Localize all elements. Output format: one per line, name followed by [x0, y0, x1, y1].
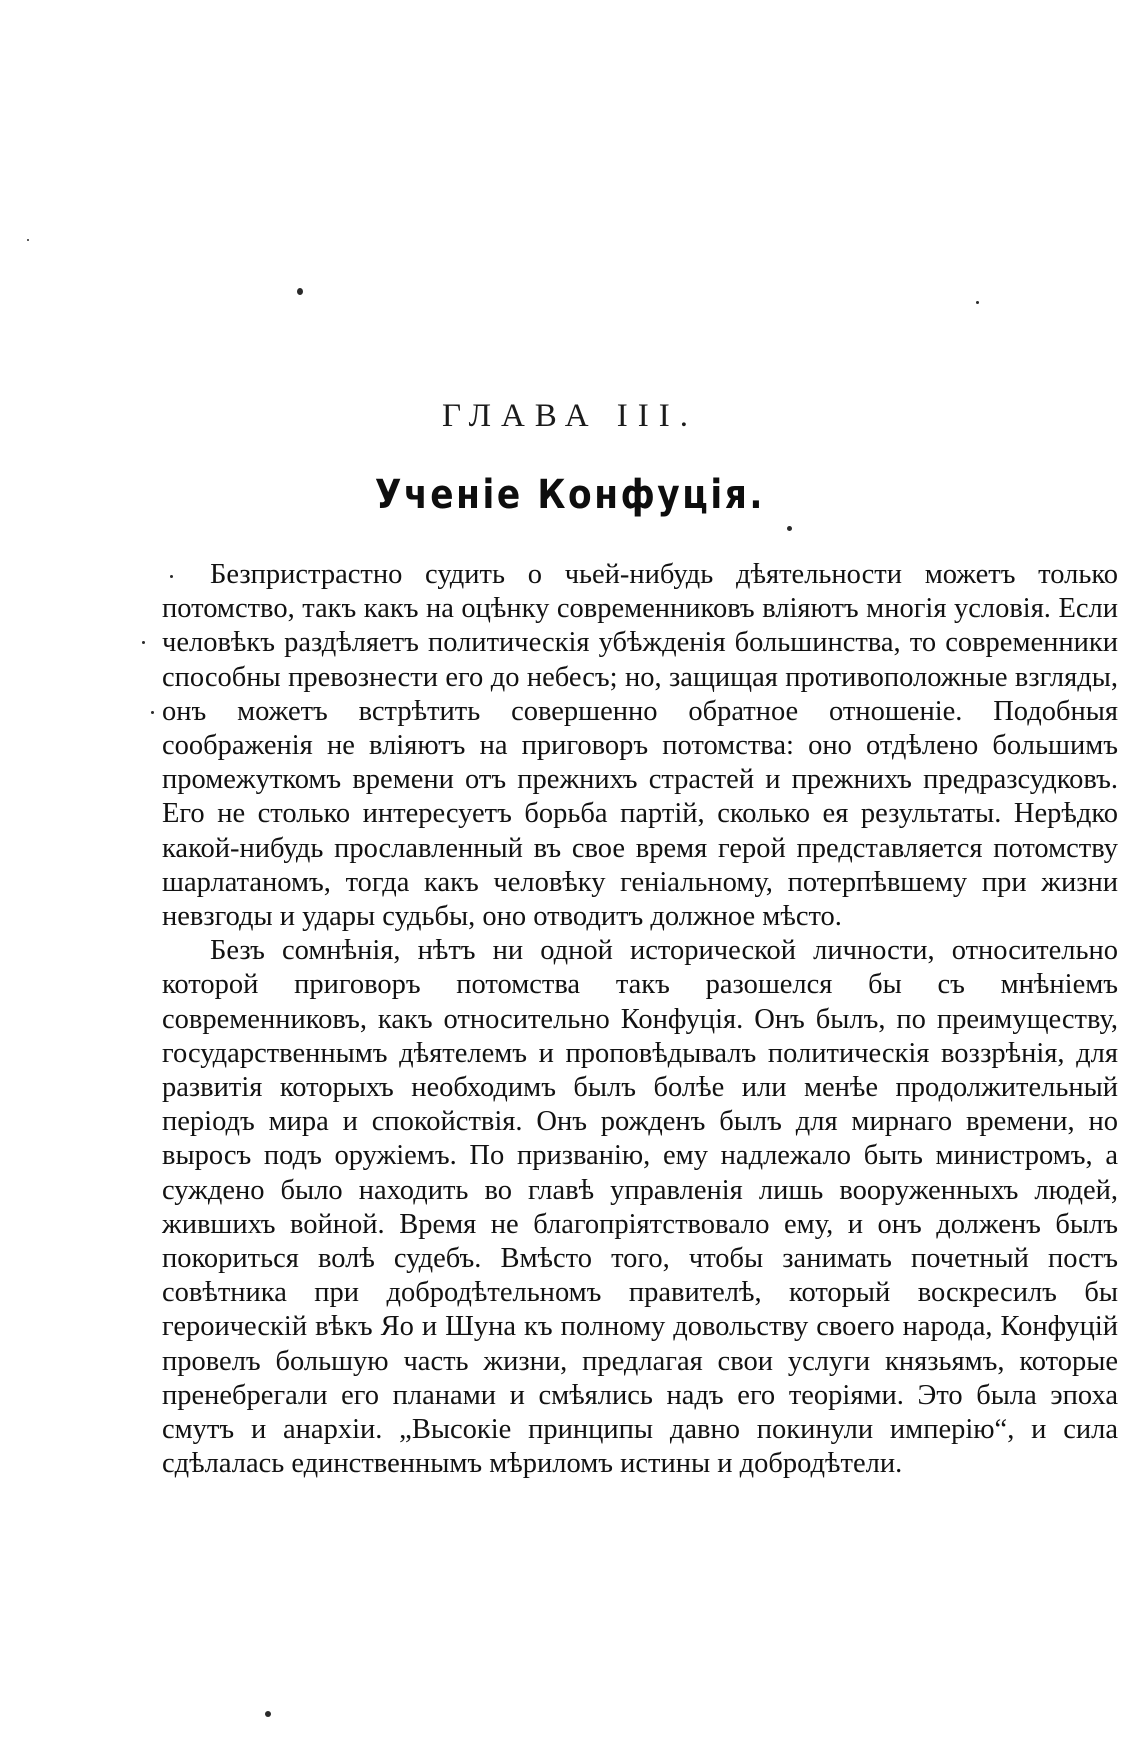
speck-mark — [976, 301, 979, 304]
paragraph-2: Безъ сомнѣнія, нѣтъ ни одной исторической личности, относительно которой приговоръ потомства такъ разошелся бы съ мнѣніемъ современниковъ, какъ относительно Конфуція. Онъ былъ, по преимуществу, государственнымъ дѣятелемъ и проповѣдывалъ политическія воззрѣнія, для развитія которыхъ необходимъ былъ болѣе или менѣе продолжительный періодъ мира и спокойствія. Онъ рожденъ былъ для мирнаго времени, но выросъ подъ оружіемъ. По призванію, ему надлежало быть министромъ, а суждено было находить во главѣ управленія лишь вооруженныхъ людей, жившихъ войной. Время не благопріятствовало ему, и онъ долженъ былъ покориться волѣ судебъ. Вмѣсто того, чтобы занимать почетный постъ совѣтника при добродѣтельномъ правителѣ, который воскресилъ бы героическій вѣкъ Яо и Шуна къ полному довольству своего народа, Конфуцій провелъ большую часть жизни, предлагая свои услуги князьямъ, которые пренебрегали его планами и смѣялись надъ его теоріями. Это была эпоха смутъ и анархіи. „Высокіе принципы давно покинули имперію“, и сила сдѣлалась единственнымъ мѣриломъ истины и добродѣтели. — [162, 935, 1118, 1480]
speck-mark — [265, 1711, 271, 1717]
chapter-title: Ученіе Конфуція. — [374, 472, 766, 518]
speck-mark — [297, 288, 303, 295]
chapter-heading: ГЛАВА III. — [441, 398, 699, 434]
speck-mark — [151, 711, 154, 714]
body-text — [162, 558, 1118, 1481]
speck-mark — [27, 239, 29, 241]
speck-mark — [787, 526, 792, 531]
paragraph-1: Безпристрастно судить о чьей-нибудь дѣятельности можетъ только потомство, такъ какъ на оцѣнку современниковъ вліяютъ многія условія. Если человѣкъ раздѣляетъ политическія убѣжденія большинства, то современники способны превознести его до небесъ; но, защищая противоположные взгляды, онъ можетъ встрѣтить совершенно обратное отношеніе. Подобныя соображенія не вліяютъ на приговоръ потомства: оно отдѣлено большимъ промежуткомъ времени отъ прежнихъ страстей и прежнихъ предразсудковъ. Его не столько интересуетъ борьба партій, сколько ея результаты. Нерѣдко какой-нибудь прославленный въ свое время герой представляется потомству шарлатаномъ, тогда какъ человѣку геніальному, потерпѣвшему при жизни невзгоды и удары судьбы, оно отводитъ должное мѣсто. — [162, 559, 1118, 933]
speck-mark — [142, 641, 145, 644]
